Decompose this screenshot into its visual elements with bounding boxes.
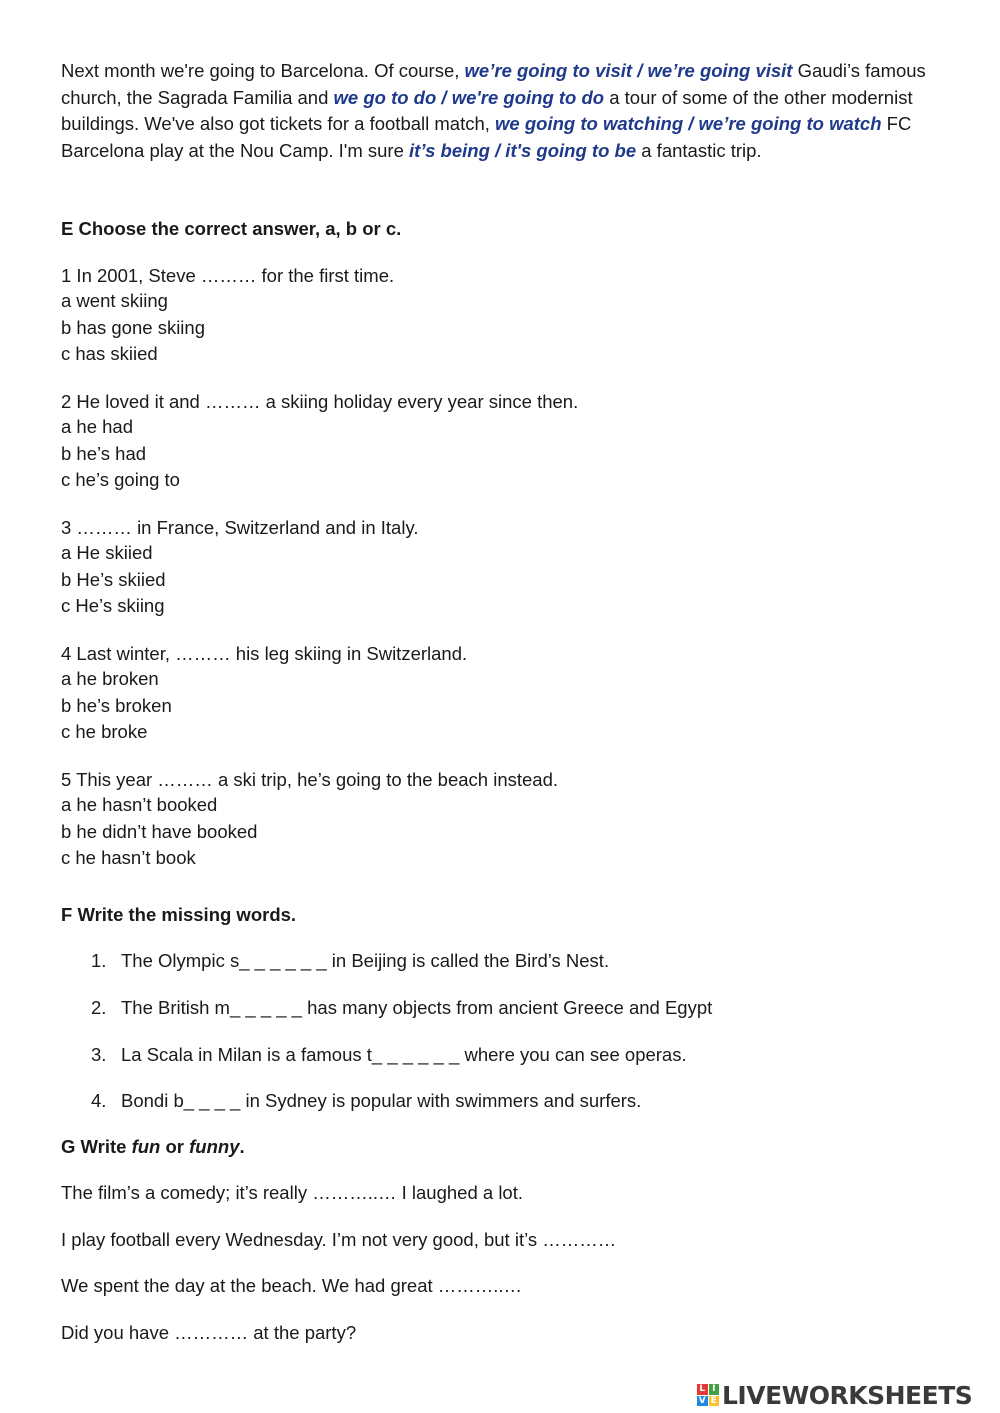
section-g-title-part: . — [239, 1136, 245, 1157]
intro-text-5: a fantastic trip. — [636, 140, 762, 162]
section-e-title: E Choose the correct answer, a, b or c. — [61, 218, 402, 239]
logo-letter: I — [709, 1384, 720, 1395]
list-item — [61, 950, 941, 997]
question-block — [61, 390, 941, 516]
question-stem: 3 ……… in France, Switzerland and in Italy. — [61, 517, 419, 538]
question-stem: 5 This year ……… a ski trip, he’s going to the beach instead. — [61, 769, 559, 790]
section-f-list — [61, 950, 941, 1112]
answer-choice[interactable]: a he had — [61, 416, 134, 437]
answer-choice[interactable]: c He’s skiing — [61, 595, 165, 616]
section-g-title-funny: funny — [189, 1136, 240, 1157]
section-f-title: F Write the missing words. — [61, 904, 297, 925]
answer-choice[interactable]: c he broke — [61, 721, 148, 742]
answer-choice[interactable]: a He skiied — [61, 542, 153, 563]
liveworksheets-logo[interactable] — [697, 1380, 972, 1410]
answer-choice[interactable]: b He’s skiied — [61, 568, 166, 590]
item-number: 1. — [91, 950, 107, 971]
logo-letter: V — [698, 1395, 706, 1406]
sentence-line[interactable]: We spent the day at the beach. We had great ………..… — [61, 1275, 523, 1296]
item-text[interactable]: The British m_ _ _ _ _ has many objects from ancient Greece and Egypt — [121, 997, 713, 1018]
item-text[interactable]: The Olympic s_ _ _ _ _ _ in Beijing is called the Bird’s Nest. — [121, 950, 610, 971]
item-number: 3. — [91, 1044, 107, 1065]
answer-choice[interactable]: b has gone skiing — [61, 316, 205, 338]
question-block — [61, 768, 941, 880]
logo-letter: E — [709, 1396, 720, 1407]
answer-choice[interactable]: c he’s going to — [61, 469, 180, 490]
logo-text: LIVEWORKSHEETS — [722, 1380, 973, 1410]
intro-text-1: Next month we're going to Barcelona. Of course, — [61, 60, 465, 81]
question-stem: 1 In 2001, Steve ……… for the first time. — [61, 265, 395, 286]
answer-choice[interactable]: b he’s broken — [61, 694, 172, 716]
intro-option-4[interactable]: it’s being / it's going to be — [409, 140, 637, 162]
question-stem: 4 Last winter, ……… his leg skiing in Switzerland. — [61, 643, 468, 664]
section-g-title-fun: fun — [131, 1136, 161, 1157]
live-grid-icon — [697, 1384, 719, 1406]
question-block — [61, 642, 941, 768]
item-number: 4. — [91, 1090, 107, 1111]
intro-text-2: Gaudi’s famous church, the Sagrada Familia and — [61, 60, 926, 108]
section-g-title-part: or — [160, 1136, 190, 1157]
intro-option-3[interactable]: we going to watching / we’re going to watch — [495, 113, 882, 135]
intro-option-1[interactable]: we’re going to visit / we’re going visit — [464, 60, 793, 81]
question-block — [61, 264, 941, 390]
section-g-lines — [61, 1182, 941, 1344]
sentence-line[interactable]: I play football every Wednesday. I’m not very good, but it’s ………… — [61, 1229, 617, 1250]
question-block — [61, 516, 941, 642]
answer-choice[interactable]: a he hasn’t booked — [61, 794, 218, 815]
answer-choice[interactable]: b he’s had — [61, 442, 147, 464]
answer-choice[interactable]: c has skiied — [61, 343, 158, 364]
list-item — [61, 997, 941, 1044]
item-number: 2. — [91, 997, 107, 1018]
worksheet-page — [61, 58, 941, 1344]
answer-choice[interactable]: b he didn’t have booked — [61, 820, 258, 842]
section-g-title-part: G Write — [61, 1136, 132, 1157]
section-e-questions — [61, 264, 941, 880]
item-text[interactable]: Bondi b_ _ _ _ in Sydney is popular with swimmers and surfers. — [121, 1090, 642, 1111]
section-g-title — [61, 1136, 941, 1158]
answer-choice[interactable]: c he hasn’t book — [61, 847, 196, 868]
list-item — [61, 1090, 941, 1112]
intro-paragraph — [61, 58, 941, 194]
intro-text-3: a tour of some of the other modernist buildings. We've also got tickets for a football match, — [61, 86, 913, 135]
question-stem: 2 He loved it and ……… a skiing holiday every year since then. — [61, 391, 579, 412]
sentence-line[interactable]: Did you have ………… at the party? — [61, 1322, 357, 1343]
intro-text-4: FC Barcelona play at the Nou Camp. I'm sure — [61, 113, 912, 162]
logo-letter: L — [697, 1384, 708, 1395]
item-text[interactable]: La Scala in Milan is a famous t_ _ _ _ _ _ where you can see operas. — [121, 1044, 687, 1065]
answer-choice[interactable]: a he broken — [61, 668, 159, 689]
sentence-line[interactable]: The film’s a comedy; it’s really ………..… I laughed a lot. — [61, 1182, 523, 1203]
intro-option-2[interactable]: we go to do / we're going to do — [333, 86, 605, 108]
answer-choice[interactable]: a went skiing — [61, 290, 168, 311]
list-item — [61, 1044, 941, 1090]
